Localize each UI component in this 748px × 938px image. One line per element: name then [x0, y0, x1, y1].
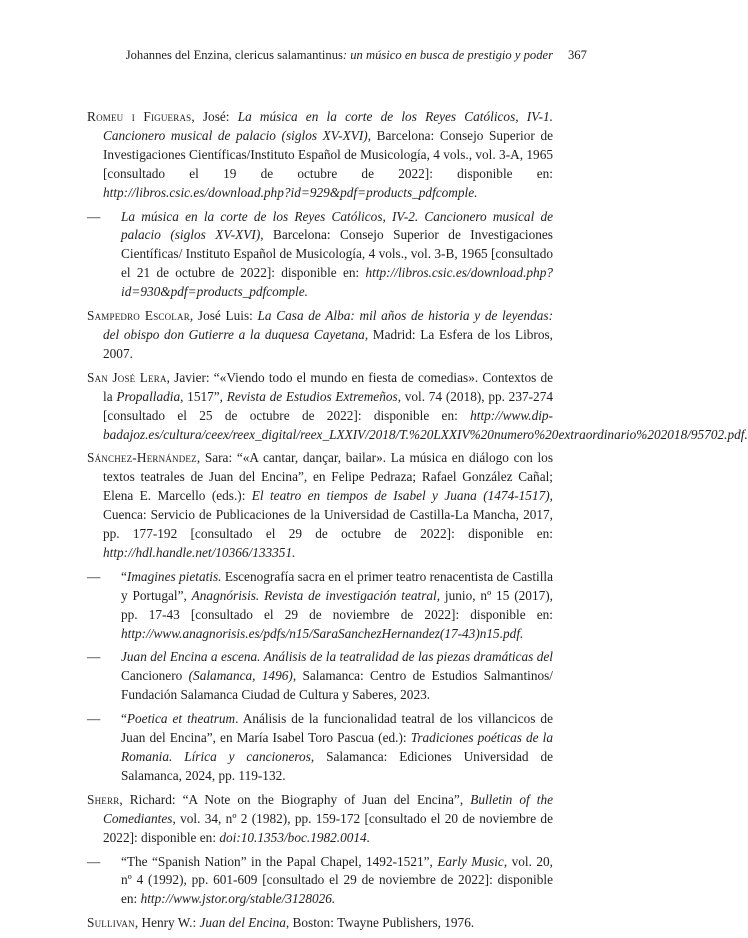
entry-text: , junio, nº 15 (2017), pp. 17-43 [consultado el 29 de noviembre de 2022]: disponible en:: [121, 587, 553, 622]
entry-italic-text: (Salamanca, 1496): [188, 668, 293, 684]
bibliography-entry: [87, 108, 553, 203]
entry-text: , José:: [191, 109, 238, 124]
entry-italic-text: Juan del Encina a escena. Análisis de la teatralidad de las piezas dramáticas del: [121, 649, 553, 665]
entry-italic-text: La música en la corte de los Reyes Católicos, IV-1. Cancionero musical de palacio (siglos XV-XVI): [103, 109, 553, 143]
entry-text: . Análisis de la funcionalidad teatral de los villancicos de Juan del Encina”, en María Isabel Toro Pascua (ed.):: [121, 711, 553, 746]
entry-italic-text: http://www.anagnorisis.es/pdfs/n15/SaraSanchezHernandez(17-43)n15.pdf.: [121, 625, 524, 641]
entry-italic-text: Early Music: [437, 853, 504, 869]
entry-text: Cancionero: [121, 668, 189, 684]
page-number: 367: [568, 48, 587, 62]
entry-italic-text: Tradiciones poéticas de la Romania. Lírica y cancioneros: [121, 730, 553, 764]
bibliography-entry: [87, 568, 553, 644]
repeat-author-dash: —: [87, 568, 101, 584]
bibliography-entry: [87, 791, 553, 848]
header-title-roman: Johannes del Enzina, clericus salamantinus: [125, 48, 343, 62]
entry-italic-text: http://www.dip-badajoz.es/cultura/ceex/reex_digital/reex_LXXIV/2018/T.%20LXXIV%20numero%20extraordinario%202018/95702.pdf.: [103, 407, 748, 442]
bibliography-entry: [87, 648, 553, 705]
bibliography-entry: [87, 369, 748, 445]
entry-author: Sánchez-Hernández: [87, 450, 197, 466]
entry-author: Romeu i Figueras: [87, 109, 192, 124]
entry-italic-text: La música en la corte de los Reyes Católicos, IV-2. Cancionero musical de palacio (siglos XV-XVI): [121, 208, 553, 243]
running-header: [0, 48, 553, 63]
entry-text: “: [121, 711, 127, 727]
entry-text: “: [121, 568, 127, 584]
entry-italic-text: doi:10.1353/boc.1982.0014.: [219, 829, 371, 845]
entry-text: , vol. 20, nº 4 (1992), pp. 601-609 [consultado el 29 de noviembre de 2022]: disponible en:: [121, 853, 553, 907]
entry-italic-text: La Casa de Alba: mil años de historia y de leyendas: del obispo don Gutierre a la duquesa Cayetana: [103, 308, 554, 342]
entry-text: , Javier: “«Viendo todo el mundo en fiesta de comedias». Contextos de la: [103, 369, 553, 404]
entry-text: , Barcelona: Consejo Superior de Investigaciones Científicas/ Instituto Español de Musicología, 4 vols., vol. 3-B, 1965 [consultado el 21 de octubre de 2022]: disponible en:: [121, 227, 553, 281]
entry-author: Sullivan: [87, 915, 135, 931]
entry-author: San José Lera: [87, 369, 167, 385]
entry-text: , 1517”,: [180, 388, 227, 404]
repeat-author-dash: —: [87, 208, 101, 224]
entry-text: , José Luis:: [189, 308, 258, 324]
entry-italic-text: Poetica et theatrum: [126, 711, 236, 727]
entry-text: Escenografía sacra en el primer teatro renacentista de Castilla y Portugal”,: [121, 568, 554, 603]
entry-italic-text: Anagnórisis. Revista de investigación teatral: [191, 587, 437, 603]
entry-italic-text: http://libros.csic.es/download.php?id=930&pdf=products_pdfcomple.: [121, 265, 553, 300]
entry-text: , vol. 74 (2018), pp. 237-274 [consultado el 25 de octubre de 2022]: disponible en:: [103, 388, 553, 423]
entry-text: , Henry W.:: [134, 915, 200, 931]
entry-italic-text: http://hdl.handle.net/10366/133351.: [103, 544, 296, 560]
entry-italic-text: Propalladia: [116, 388, 181, 404]
entry-italic-text: Revista de Estudios Extremeños: [226, 388, 398, 404]
bibliography-list: [87, 108, 748, 938]
repeat-author-dash: —: [87, 649, 101, 665]
bibliography-entry: [87, 449, 553, 562]
entry-text: , Cuenca: Servicio de Publicaciones de la Universidad de Castilla-La Mancha, 2017, pp. 177-192 [consultado el 29 de octubre de 2022]: disponible en:: [103, 488, 553, 542]
bibliography-entry: [87, 208, 553, 303]
entry-italic-text: http://www.jstor.org/stable/3128026.: [140, 891, 336, 907]
entry-text: , Boston: Twayne Publishers, 1976.: [285, 915, 475, 931]
entry-author: Sampedro Escolar: [87, 308, 190, 324]
bibliography-entry: [87, 853, 553, 910]
entry-text: , Barcelona: Consejo Superior de Investigaciones Científicas/Instituto Español de Musicología, 4 vols., vol. 3-A, 1965 [consultado el 19 de octubre de 2022]: disponible en:: [103, 127, 553, 181]
bibliography-entry: [87, 307, 553, 364]
entry-text: “The “Spanish Nation” in the Papal Chapel, 1492-1521”,: [121, 853, 438, 869]
entry-text: , Richard: “A Note on the Biography of Juan del Encina”,: [119, 791, 471, 807]
entry-text: , Madrid: La Esfera de los Libros, 2007.: [103, 326, 553, 361]
bibliography-entry: [87, 914, 553, 933]
header-title-italic: : un músico en busca de prestigio y poder: [342, 48, 553, 62]
repeat-author-dash: —: [87, 853, 101, 869]
entry-italic-text: http://libros.csic.es/download.php?id=929&pdf=products_pdfcomple.: [103, 184, 478, 200]
entry-italic-text: Juan del Encina: [199, 915, 286, 931]
entry-italic-text: Bulletin of the Comediantes: [103, 791, 553, 826]
repeat-author-dash: —: [87, 711, 101, 727]
entry-text: , Sara: “«A cantar, dançar, bailar». La música en diálogo con los textos teatrales de Juan del Encina”, en Felipe Pedraza; Rafael González Cañal; Elena E. Marcello (eds.):: [103, 450, 553, 504]
entry-text: , vol. 34, nº 2 (1982), pp. 159-172 [consultado el 20 de noviembre de 2022]: disponible en:: [103, 810, 553, 845]
entry-italic-text: Imagines pietatis.: [126, 568, 222, 584]
entry-italic-text: El teatro en tiempos de Isabel y Juana (1474-1517): [251, 488, 550, 504]
entry-text: , Salamanca: Centro de Estudios Salmantinos/ Fundación Salamanca Ciudad de Cultura y Saberes, 2023.: [121, 668, 554, 703]
bibliography-entry: [87, 710, 553, 786]
entry-text: , Salamanca: Ediciones Universidad de Salamanca, 2024, pp. 119-132.: [121, 749, 553, 783]
entry-author: Sherr: [87, 791, 120, 807]
